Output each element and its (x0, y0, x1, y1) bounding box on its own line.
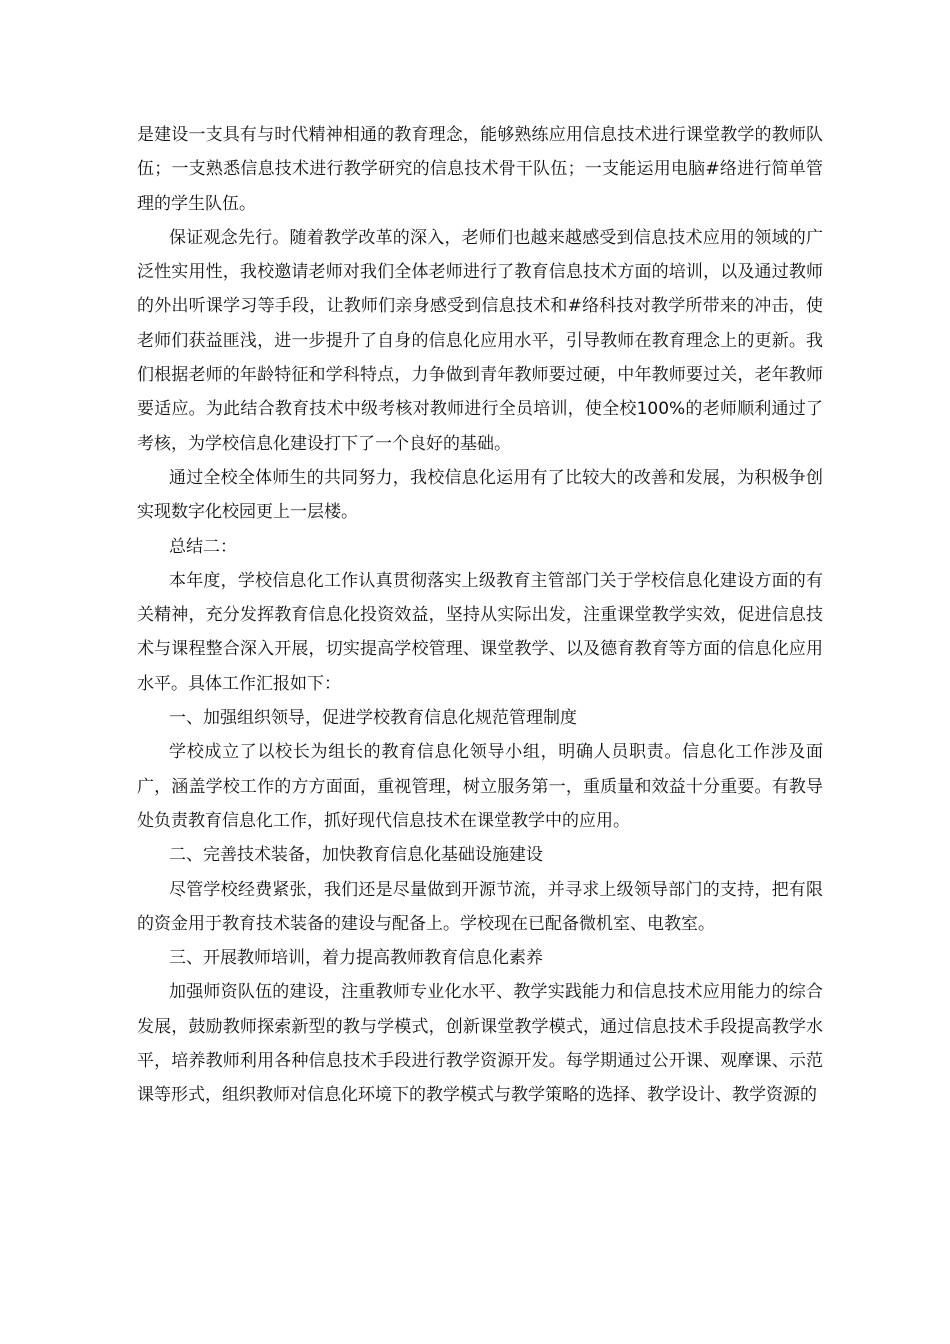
document-body (137, 118, 823, 1113)
paragraph-section-1: 学校成立了以校长为组长的教育信息化领导小组，明确人员职责。信息化工作涉及面广，涵盖学校工作的方方面面，重视管理，树立服务第一，重质量和效益十分重要。有教导处负责教育信息化工作，抓好现代信息技术在课堂教学中的应用。 (137, 742, 823, 831)
paragraph-section-3: 加强师资队伍的建设，注重教师专业化水平、教学实践能力和信息技术应用能力的综合发展，鼓励教师探索新型的教与学模式，创新课堂教学模式，通过信息技术手段提高教学水平，培养教师利用各种信息技术手段进行教学资源开发。每学期通过公开课、观摩课、示范课等形式，组织教师对信息化环境下的教学模式与教学策略的选择、教学设计、教学资源的 (137, 982, 823, 1106)
section-heading-2: 二、完善技术装备，加快教育信息化基础设施建设 (169, 845, 543, 866)
paragraph-section-2: 尽管学校经费紧张，我们还是尽量做到开源节流，并寻求上级领导部门的支持，把有限的资金用于教育技术装备的建设与配备上。学校现在已配备微机室、电教室。 (137, 879, 823, 934)
section-heading-1: 一、加强组织领导，促进学校教育信息化规范管理制度 (169, 708, 577, 729)
summary-two-heading: 总结二： (169, 536, 237, 557)
paragraph-concept-first: 保证观念先行。随着教学改革的深入，老师们也越来越感受到信息技术应用的领域的广泛性实用性，我校邀请老师对我们全体老师进行了教育信息技术方面的培训，以及通过教师的外出听课学习等手段，让教师们亲身感受到信息技术和#络科技对教学所带来的冲击，使老师们获益匪浅，进一步提升了自身的信息化应用水平，引导教师在教育理念上的更新。我们根据老师的年龄特征和学科特点，力争做到青年教师要过硬，中年教师要过关，老年教师要适应。为此结合教育技术中级考核对教师进行全员培训，使全校100%的老师顺利通过了考核，为学校信息化建设打下了一个良好的基础。 (137, 227, 823, 454)
section-heading-3: 三、开展教师培训，着力提高教师教育信息化素养 (169, 948, 543, 969)
paragraph-continuation: 是建设一支具有与时代精神相通的教育理念，能够熟练应用信息技术进行课堂教学的教师队伍；一支熟悉信息技术进行教学研究的信息技术骨干队伍；一支能运用电脑#络进行简单管理的学生队伍。 (137, 125, 823, 214)
paragraph-school-effort: 通过全校全体师生的共同努力，我校信息化运用有了比较大的改善和发展，为积极争创实现数字化校园更上一层楼。 (137, 467, 823, 523)
paragraph-annual-overview: 本年度，学校信息化工作认真贯彻落实上级教育主管部门关于学校信息化建设方面的有关精神，充分发挥教育信息化投资效益，坚持从实际出发，注重课堂教学实效，促进信息技术与课程整合深入开展，切实提高学校管理、课堂教学、以及德育教育等方面的信息化应用水平。具体工作汇报如下： (137, 570, 823, 694)
